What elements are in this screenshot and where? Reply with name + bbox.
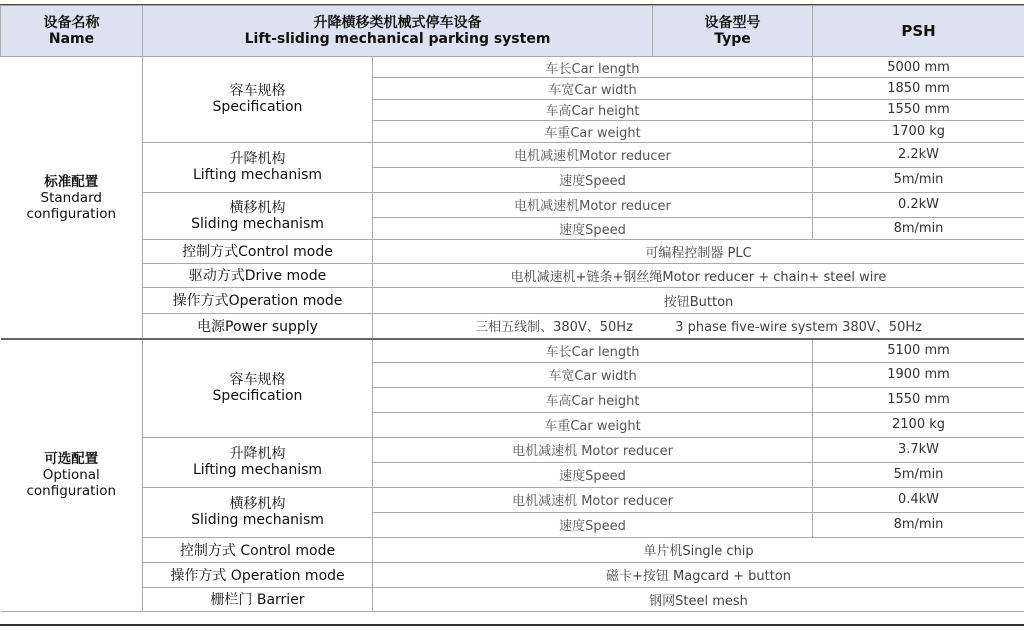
drive-mode-label: 驱动方式Drive mode [143, 263, 373, 287]
spec-label: 车长Car length [373, 57, 813, 78]
header-name-cell [1, 6, 143, 57]
lift-en: Lifting mechanism [192, 462, 323, 479]
lift-cn: 升降机构 [229, 151, 286, 168]
operation-mode-value: 按钮Button [373, 287, 1024, 313]
spec-label: 车长Car length [373, 339, 813, 362]
slide-en: Sliding mechanism [191, 215, 324, 232]
slide-label: 速度Speed [373, 512, 813, 537]
slide-value: 8m/min [813, 217, 1024, 239]
spec-value: 1850 mm [813, 78, 1024, 99]
table-row [1, 487, 1024, 512]
spec-label: 车重Car weight [373, 412, 813, 437]
group-standard-en1: Standard [40, 189, 102, 206]
barrier-label: 栅栏门 Barrier [143, 587, 373, 611]
header-title-cell [143, 6, 653, 57]
lift-label: 速度Speed [373, 167, 813, 192]
table-row [1, 313, 1024, 339]
power-supply-cn: 三相五线制、380V、50Hz [475, 320, 633, 336]
lift-value: 5m/min [813, 167, 1024, 192]
header-name-cn: 设备名称 [43, 15, 100, 31]
group-optional-en2: configuration [26, 483, 117, 500]
control-mode-label: 控制方式 Control mode [143, 537, 373, 562]
operation-mode-value: 磁卡+按钮 Magcard + button [373, 562, 1024, 587]
table-row [1, 57, 1024, 78]
header-model: PSH [813, 6, 1024, 57]
slide-value: 0.2kW [813, 192, 1024, 217]
group-optional [1, 339, 143, 611]
power-supply-label: 电源Power supply [143, 313, 373, 339]
bottom-rule [0, 624, 1024, 626]
spec-en: Specification [212, 388, 303, 405]
group-optional-cn: 可选配置 [44, 451, 99, 468]
spec-value: 1550 mm [813, 387, 1024, 412]
slide-cn: 横移机构 [229, 199, 286, 216]
drive-mode-value: 电机减速机+链条+钢丝绳Motor reducer + chain+ steel wire [373, 263, 1024, 287]
table-row [1, 562, 1024, 587]
lift-en: Lifting mechanism [192, 167, 323, 184]
header-type-cell [653, 6, 813, 57]
slide-label: 电机减速机 Motor reducer [373, 487, 813, 512]
spec-label: 车宽Car width [373, 362, 813, 387]
lift-value: 2.2kW [813, 142, 1024, 167]
lift-label: 速度Speed [373, 462, 813, 487]
spec-en: Specification [212, 99, 303, 116]
spec-value: 2100 kg [813, 412, 1024, 437]
spec-value: 5000 mm [813, 57, 1024, 78]
header-title-cn: 升降横移类机械式停车设备 [313, 15, 482, 31]
table-row [1, 437, 1024, 462]
table-row [1, 239, 1024, 263]
table-row [1, 287, 1024, 313]
table-row [1, 142, 1024, 167]
lift-section [143, 437, 373, 487]
slide-section [143, 192, 373, 239]
operation-mode-label: 操作方式Operation mode [143, 287, 373, 313]
spec-cn: 容车规格 [229, 83, 286, 100]
slide-label: 电机减速机Motor reducer [373, 192, 813, 217]
control-mode-label: 控制方式Control mode [143, 239, 373, 263]
group-standard-cn: 标准配置 [44, 173, 99, 190]
header-title-en: Lift-sliding mechanical parking system [244, 31, 551, 47]
table-row [1, 587, 1024, 611]
barrier-value: 钢网Steel mesh [373, 587, 1024, 611]
spec-section [143, 339, 373, 437]
spec-label: 车重Car weight [373, 121, 813, 142]
lift-value: 5m/min [813, 462, 1024, 487]
lift-label: 电机减速机Motor reducer [373, 142, 813, 167]
control-mode-value: 可编程控制器 PLC [373, 239, 1024, 263]
lift-value: 3.7kW [813, 437, 1024, 462]
table-row [1, 339, 1024, 362]
header-type-en: Type [714, 31, 751, 47]
power-supply-value [373, 313, 1024, 339]
spec-label: 车高Car height [373, 99, 813, 120]
lift-cn: 升降机构 [229, 446, 286, 463]
header-row [1, 6, 1024, 57]
slide-section [143, 487, 373, 537]
control-mode-value: 单片机Single chip [373, 537, 1024, 562]
spec-section [143, 57, 373, 143]
spec-label: 车高Car height [373, 387, 813, 412]
header-name-en: Name [48, 31, 95, 47]
power-supply-en: 3 phase five-wire system 380V、50Hz [675, 320, 922, 336]
group-standard [1, 57, 143, 340]
spec-cn: 容车规格 [229, 372, 286, 389]
table-row [1, 263, 1024, 287]
lift-section [143, 142, 373, 192]
operation-mode-label: 操作方式 Operation mode [143, 562, 373, 587]
spec-value: 5100 mm [813, 339, 1024, 362]
slide-label: 速度Speed [373, 217, 813, 239]
spec-value: 1550 mm [813, 99, 1024, 120]
header-type-cn: 设备型号 [704, 15, 761, 31]
slide-cn: 横移机构 [229, 496, 286, 513]
table-row [1, 192, 1024, 217]
slide-value: 0.4kW [813, 487, 1024, 512]
table-row [1, 537, 1024, 562]
lift-label: 电机减速机 Motor reducer [373, 437, 813, 462]
slide-en: Sliding mechanism [191, 512, 324, 529]
spec-label: 车宽Car width [373, 78, 813, 99]
slide-value: 8m/min [813, 512, 1024, 537]
spec-value: 1700 kg [813, 121, 1024, 142]
spec-value: 1900 mm [813, 362, 1024, 387]
spec-table [0, 5, 1024, 612]
group-standard-en2: configuration [26, 205, 117, 222]
group-optional-en1: Optional [42, 467, 100, 484]
